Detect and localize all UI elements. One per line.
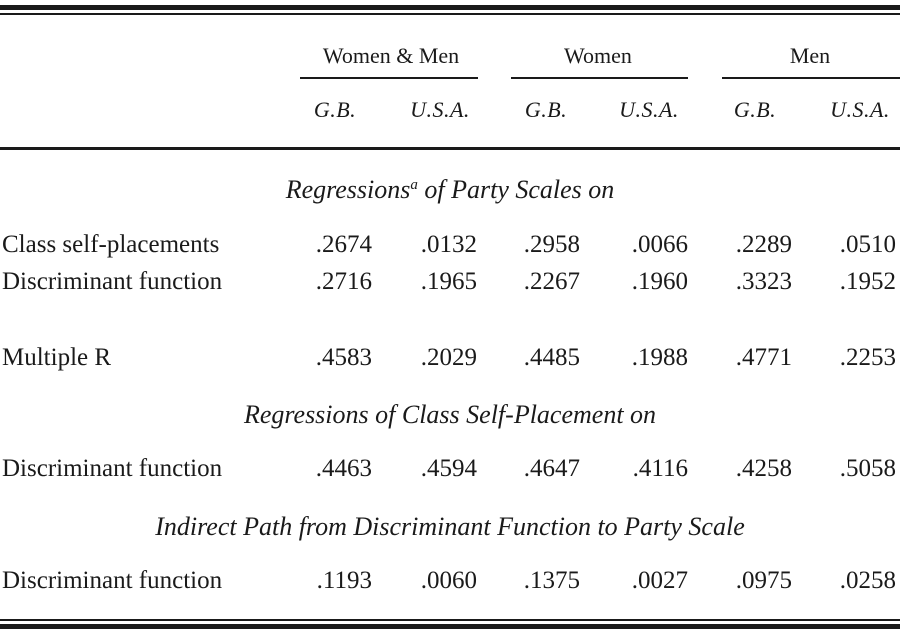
- table-cell: .2958: [523, 231, 580, 258]
- section-title-indirect-path: Indirect Path from Discriminant Function to Party Scale: [155, 512, 745, 541]
- row-label: Discriminant function: [2, 567, 223, 594]
- table-cell: .4647: [523, 455, 580, 482]
- table-cell: .0975: [735, 567, 792, 594]
- table-cell: .0132: [420, 231, 477, 258]
- group-header-women-men: Women & Men: [322, 43, 460, 68]
- row-label: Discriminant function: [2, 455, 223, 482]
- subheader-gb-2: G.B.: [524, 97, 568, 122]
- table-cell: .0258: [839, 567, 896, 594]
- subheader-usa-1: U.S.A.: [410, 97, 470, 122]
- section-title-party-scales: [0, 175, 900, 205]
- table-cell: .1193: [316, 567, 372, 594]
- subheader-usa-2: U.S.A.: [619, 97, 679, 122]
- group-rule-women-men: [300, 77, 478, 79]
- row-label: Discriminant function: [2, 268, 223, 295]
- table-cell: .0066: [631, 231, 688, 258]
- subheader-gb-3: G.B.: [733, 97, 777, 122]
- table-cell: .2289: [735, 231, 792, 258]
- group-rule-women: [511, 77, 688, 79]
- table-cell: .1375: [523, 567, 580, 594]
- table-cell: .1952: [839, 268, 896, 295]
- header-rule: [0, 147, 900, 150]
- table-cell: .2267: [523, 268, 580, 295]
- section-title-main: Regressions: [285, 175, 411, 204]
- table-cell: .0060: [420, 567, 477, 594]
- top-rule-thick: [0, 5, 900, 10]
- table-cell: .4594: [420, 455, 477, 482]
- table-cell: .3323: [735, 268, 792, 295]
- section-title-rest: of Party Scales on: [417, 175, 615, 204]
- table-cell: .2674: [315, 231, 372, 258]
- group-header-men: Men: [789, 43, 831, 68]
- footnote-marker: a: [410, 177, 418, 193]
- subheader-gb-1: G.B.: [313, 97, 357, 122]
- table-cell: .2029: [420, 344, 477, 371]
- bottom-rule-thin: [0, 619, 900, 621]
- section-title-class-self-placement: Regressions of Class Self-Placement on: [243, 400, 657, 429]
- table-cell: .0510: [839, 231, 896, 258]
- table-cell: .1965: [420, 268, 477, 295]
- bottom-rule-thick: [0, 624, 900, 629]
- table-cell: .2253: [839, 344, 896, 371]
- table-cell: .4116: [632, 455, 688, 482]
- table-cell: .4258: [735, 455, 792, 482]
- row-label: Class self-placements: [2, 231, 220, 258]
- row-label: Multiple R: [2, 344, 112, 371]
- group-rule-men: [722, 77, 900, 79]
- table-cell: .0027: [631, 567, 688, 594]
- table-cell: .1960: [631, 268, 688, 295]
- top-rule-thin: [0, 13, 900, 15]
- table-cell: .2716: [315, 268, 372, 295]
- table-cell: .4485: [523, 344, 580, 371]
- table-cell: .1988: [631, 344, 688, 371]
- table-cell: .5058: [839, 455, 896, 482]
- group-header-women: Women: [564, 43, 632, 68]
- table-cell: .4463: [315, 455, 372, 482]
- subheader-usa-3: U.S.A.: [830, 97, 890, 122]
- table-cell: .4771: [735, 344, 792, 371]
- table-cell: .4583: [315, 344, 372, 371]
